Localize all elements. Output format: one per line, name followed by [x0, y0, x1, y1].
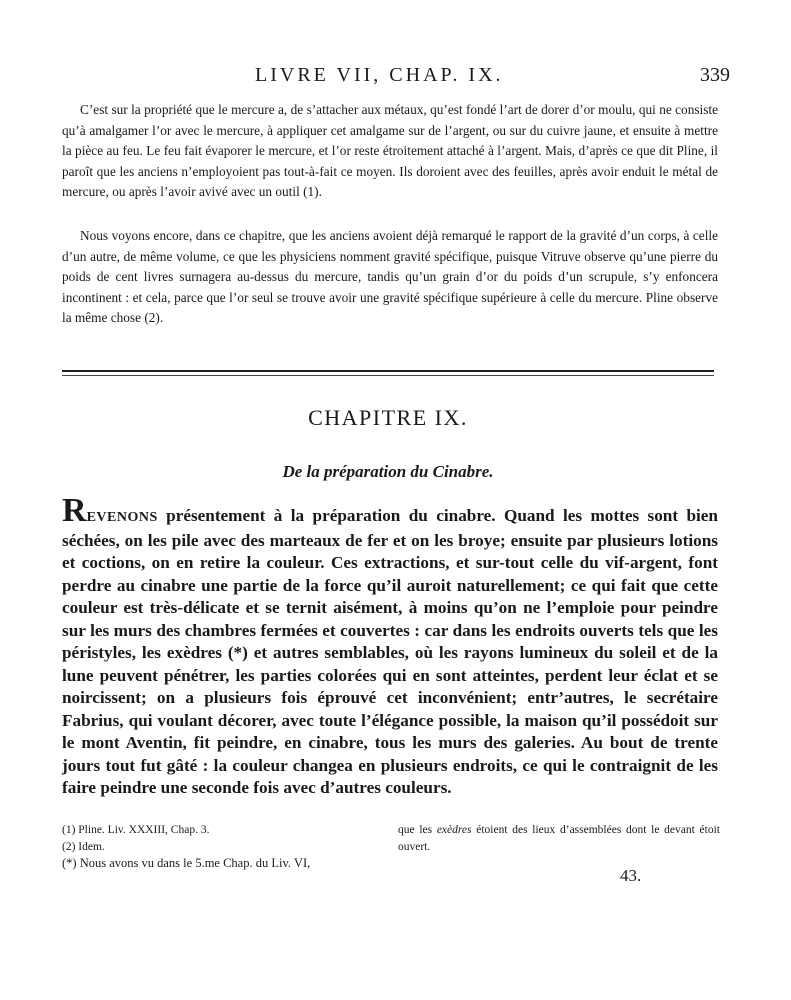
- page-number: 339: [700, 64, 730, 86]
- commentary-paragraph-1: C’est sur la propriété que le mercure a, de s’attacher aux métaux, qu’est fondé l’art de dorer d’or moulu, qui ne consiste qu’à amalgamer l’or avec le mercure, à appliquer cet amalgame sur de l’argent, ou sur du cuivre jaune, et ensuite à mettre la pièce au feu. Le feu fait évaporer le mercure, et l’or reste étroitement attaché à l’argent. Mais, d’après ce que dit Pline, il paroît que les anciens n’employoient pas tout-à-fait ce moyen. Ils doroient avec des feuilles, après avoir enduit le métal de mercure, ou après l’avoir avivé avec un outil (1).: [62, 102, 718, 199]
- footnote-1: (1) Pline. Liv. XXXIII, Chap. 3.: [62, 824, 210, 836]
- drop-cap: R: [62, 492, 87, 529]
- running-head: [60, 64, 730, 90]
- footnotes-left: [62, 822, 392, 872]
- chapter-heading: CHAPITRE IX.: [308, 405, 468, 430]
- first-word-rest: EVENONS: [86, 510, 158, 525]
- section-divider-thick: [62, 370, 714, 372]
- commentary-paragraph-2: Nous voyons encore, dans ce chapitre, que les anciens avoient déjà remarqué le rapport de la gravité d’un corps, à celle d’un autre, de même volume, ce que les physiciens nomment gravité spécifique, puisque Vitruve observe qu’une pierre du poids de cent livres surnagera au-dessus du mercure, tandis qu’un grain d’or du poids d’un scrupule, s’y enfoncera incontinent : et cela, parce que l’or seul se trouve avoir une gravité spécifique supérieure à celle du mercure. Pline observe la même chose (2).: [62, 228, 718, 325]
- footnote-star-italic: exèdres: [436, 824, 472, 836]
- main-text-body: présentement à la préparation du cinabre. Quand les mottes sont bien séchées, on les pile avec des marteaux de fer et on les broye; ensuite par plusieurs lotions et coctions, on en retire la couleur. Ces extractions, et sur-tout celle du vif-argent, font perdre au cinabre une partie de la force qu’il auroit naturellement; ce qui fait que cette couleur est très-délicate et se ternit aisément, à moins qu’on ne l’emploie pour peindre sur les murs des chambres fermées et couvertes : car dans les endroits ouverts tels que les péristyles, les exèdres (*) et autres semblables, où les rayons lumineux du soleil et de la lune peuvent pénétrer, les parties colorées qui en sont atteintes, perdent leur éclat et se noircissent; on a plusieurs fois éprouvé cet inconvénient; entr’autres, le secrétaire Fabrius, qui voulant décorer, avec toute l’élégance possible, la maison qu’il possédoit sur le mont Aventin, fit peindre, en cinabre, tous les murs des galeries. Au bout de trente jours tout fut gâté : la couleur changea en plusieurs endroits, ce qui le contraignit de les faire peindre une seconde fois avec d’autres couleurs.: [62, 506, 718, 797]
- footnote-2: (2) Idem.: [62, 840, 105, 853]
- main-text-paragraph: [62, 492, 718, 800]
- footnote-star: (*) Nous avons vu dans le 5.me Chap. du Liv. VI,: [62, 856, 311, 870]
- footnote-star-cont-1: que les: [398, 824, 437, 836]
- footnote-star-continuation: [398, 822, 720, 855]
- section-divider-thin: [62, 375, 714, 376]
- running-title: LIVRE VII, CHAP. IX.: [255, 64, 504, 86]
- footnote-star-cont-2: étoient des lieux d’assemblées dont le devant étoit ouvert.: [398, 824, 720, 853]
- signature-mark: 43.: [620, 866, 642, 885]
- chapter-subtitle: De la préparation du Cinabre.: [282, 462, 494, 481]
